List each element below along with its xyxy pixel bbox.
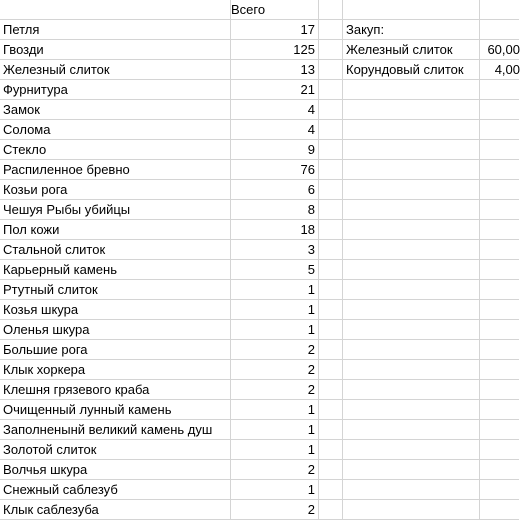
empty-cell[interactable]	[319, 440, 343, 460]
item-name-cell[interactable]: Фурнитура	[0, 80, 231, 100]
item-qty-cell[interactable]: 1	[230, 420, 319, 440]
empty-cell[interactable]	[343, 480, 480, 500]
empty-cell[interactable]	[480, 240, 519, 260]
table-row	[0, 200, 517, 220]
table-row	[0, 140, 517, 160]
empty-cell[interactable]	[343, 400, 480, 420]
empty-cell[interactable]	[480, 420, 519, 440]
cell-d-header[interactable]	[343, 0, 480, 20]
empty-cell[interactable]	[480, 160, 519, 180]
total-column-header: Всего	[231, 2, 266, 17]
empty-cell[interactable]	[480, 100, 519, 120]
empty-cell[interactable]	[319, 60, 343, 80]
empty-cell[interactable]	[343, 260, 480, 280]
item-name-cell[interactable]: Петля	[0, 20, 231, 40]
item-qty-cell[interactable]: 9	[230, 140, 319, 160]
empty-cell[interactable]	[319, 180, 343, 200]
table-row	[0, 160, 517, 180]
table-row	[0, 340, 517, 360]
item-qty-cell[interactable]: 6	[230, 180, 319, 200]
table-row	[0, 320, 517, 340]
table-row	[0, 60, 520, 80]
item-name-cell[interactable]: Стальной слиток	[0, 240, 231, 260]
empty-cell[interactable]	[480, 400, 519, 420]
empty-cell[interactable]	[343, 460, 480, 480]
empty-cell[interactable]	[343, 120, 480, 140]
item-name-cell[interactable]: Очищенный лунный камень	[0, 400, 231, 420]
empty-cell[interactable]	[343, 280, 480, 300]
empty-cell[interactable]	[480, 340, 519, 360]
table-row	[0, 40, 520, 60]
table-row	[0, 80, 517, 100]
table-row	[0, 120, 517, 140]
purchase-item-name-cell[interactable]: Железный слиток	[343, 40, 480, 60]
empty-cell[interactable]	[480, 140, 519, 160]
item-qty-cell[interactable]: 8	[230, 200, 319, 220]
table-row	[0, 380, 517, 400]
cell-c-header[interactable]	[319, 0, 343, 20]
table-row	[0, 420, 517, 440]
empty-cell[interactable]	[343, 200, 480, 220]
empty-cell[interactable]	[319, 280, 343, 300]
empty-cell[interactable]	[319, 380, 343, 400]
table-row	[0, 480, 517, 500]
empty-cell[interactable]	[319, 140, 343, 160]
empty-cell[interactable]	[343, 440, 480, 460]
item-name-cell[interactable]: Снежный саблезуб	[0, 480, 231, 500]
empty-cell[interactable]	[319, 500, 343, 520]
item-name-cell[interactable]: Солома	[0, 120, 231, 140]
table-row	[0, 100, 517, 120]
item-qty-cell[interactable]: 1	[230, 300, 319, 320]
empty-cell[interactable]	[480, 460, 519, 480]
empty-cell[interactable]	[343, 500, 480, 520]
empty-cell[interactable]	[480, 300, 519, 320]
item-qty-cell[interactable]: 1	[230, 480, 319, 500]
empty-cell[interactable]	[319, 300, 343, 320]
empty-cell[interactable]	[343, 80, 480, 100]
item-qty-cell[interactable]: 1	[230, 400, 319, 420]
empty-cell[interactable]	[480, 80, 519, 100]
item-name-cell[interactable]: Замок	[0, 100, 231, 120]
empty-cell[interactable]	[343, 300, 480, 320]
item-name-cell[interactable]: Заполненынй великий камень душ	[0, 420, 231, 440]
item-name-cell[interactable]: Распиленное бревно	[0, 160, 231, 180]
item-name-cell[interactable]: Золотой слиток	[0, 440, 231, 460]
empty-cell[interactable]	[480, 360, 519, 380]
empty-cell[interactable]	[480, 440, 519, 460]
empty-cell[interactable]	[480, 180, 519, 200]
item-name-cell[interactable]: Большие рога	[0, 340, 231, 360]
empty-cell[interactable]	[319, 240, 343, 260]
empty-cell[interactable]	[319, 80, 343, 100]
table-row	[0, 400, 517, 420]
purchase-item-name-cell[interactable]: Корундовый слиток	[343, 60, 480, 80]
item-qty-cell[interactable]: 1	[230, 320, 319, 340]
empty-cell[interactable]	[343, 240, 480, 260]
item-qty-cell[interactable]: 2	[230, 360, 319, 380]
empty-cell[interactable]	[319, 340, 343, 360]
item-qty-cell[interactable]: 1	[230, 280, 319, 300]
table-row	[0, 280, 517, 300]
empty-cell[interactable]	[480, 260, 519, 280]
item-name-cell[interactable]: Козья шкура	[0, 300, 231, 320]
item-qty-cell[interactable]: 2	[230, 380, 319, 400]
empty-cell[interactable]	[319, 460, 343, 480]
empty-cell[interactable]	[343, 380, 480, 400]
empty-cell[interactable]	[319, 200, 343, 220]
empty-cell[interactable]	[343, 320, 480, 340]
cell-b-header[interactable]	[230, 0, 319, 20]
table-row	[0, 300, 517, 320]
empty-cell[interactable]	[343, 420, 480, 440]
empty-cell[interactable]	[319, 360, 343, 380]
purchase-item-value-cell[interactable]	[480, 40, 519, 60]
empty-cell[interactable]	[480, 20, 519, 40]
empty-cell[interactable]	[480, 220, 519, 240]
item-qty-cell[interactable]: 1	[230, 440, 319, 460]
cell-a-header[interactable]	[0, 0, 231, 20]
table-row	[0, 460, 517, 480]
item-name-cell[interactable]: Клешня грязевого краба	[0, 380, 231, 400]
purchase-item-value: 60,00	[487, 42, 520, 57]
table-row	[0, 500, 517, 520]
empty-cell[interactable]	[343, 100, 480, 120]
empty-cell[interactable]	[343, 220, 480, 240]
item-name-cell[interactable]: Клык хоркера	[0, 360, 231, 380]
empty-cell[interactable]	[319, 220, 343, 240]
empty-cell[interactable]	[343, 140, 480, 160]
item-name-cell[interactable]: Гвозди	[0, 40, 231, 60]
empty-cell[interactable]	[343, 340, 480, 360]
header-row	[0, 0, 517, 20]
item-qty-cell[interactable]: 125	[230, 40, 319, 60]
item-qty-cell[interactable]: 2	[230, 500, 319, 520]
item-qty-cell[interactable]: 2	[230, 340, 319, 360]
empty-cell[interactable]	[319, 260, 343, 280]
empty-cell[interactable]	[480, 200, 519, 220]
table-row	[0, 20, 517, 40]
item-name-cell[interactable]: Клык саблезуба	[0, 500, 231, 520]
empty-cell[interactable]	[343, 160, 480, 180]
item-qty-cell[interactable]: 5	[230, 260, 319, 280]
empty-cell[interactable]	[480, 380, 519, 400]
purchase-item-value: 4,00	[494, 62, 520, 77]
table-row	[0, 220, 517, 240]
item-qty-cell[interactable]: 76	[230, 160, 319, 180]
item-qty-cell[interactable]: 2	[230, 460, 319, 480]
empty-cell[interactable]	[480, 280, 519, 300]
item-qty-cell[interactable]: 21	[230, 80, 319, 100]
empty-cell[interactable]	[343, 360, 480, 380]
empty-cell[interactable]	[480, 320, 519, 340]
empty-cell[interactable]	[319, 320, 343, 340]
item-qty-cell[interactable]: 17	[230, 20, 319, 40]
item-qty-cell[interactable]: 3	[230, 240, 319, 260]
table-row	[0, 260, 517, 280]
empty-cell[interactable]	[319, 160, 343, 180]
empty-cell[interactable]	[480, 500, 519, 520]
item-qty-cell[interactable]: 4	[230, 100, 319, 120]
empty-cell[interactable]	[319, 420, 343, 440]
empty-cell[interactable]	[343, 180, 480, 200]
empty-cell[interactable]	[319, 400, 343, 420]
empty-cell[interactable]	[319, 20, 343, 40]
item-name-cell[interactable]: Стекло	[0, 140, 231, 160]
item-qty-cell[interactable]: 4	[230, 120, 319, 140]
item-name-cell[interactable]: Волчья шкура	[0, 460, 231, 480]
item-name-cell[interactable]: Ртутный слиток	[0, 280, 231, 300]
item-name-cell[interactable]: Пол кожи	[0, 220, 231, 240]
purchase-label-cell[interactable]: Закуп:	[343, 20, 480, 40]
empty-cell[interactable]	[480, 120, 519, 140]
empty-cell[interactable]	[319, 100, 343, 120]
item-name-cell[interactable]: Оленья шкура	[0, 320, 231, 340]
item-name-cell[interactable]: Железный слиток	[0, 60, 231, 80]
item-name-cell[interactable]: Карьерный камень	[0, 260, 231, 280]
item-name-cell[interactable]: Чешуя Рыбы убийцы	[0, 200, 231, 220]
empty-cell[interactable]	[319, 480, 343, 500]
table-row	[0, 360, 517, 380]
empty-cell[interactable]	[480, 480, 519, 500]
empty-cell[interactable]	[319, 40, 343, 60]
table-row	[0, 180, 517, 200]
item-qty-cell[interactable]: 13	[230, 60, 319, 80]
item-qty-cell[interactable]: 18	[230, 220, 319, 240]
purchase-item-value-cell[interactable]	[480, 60, 519, 80]
table-row	[0, 440, 517, 460]
item-name-cell[interactable]: Козьи рога	[0, 180, 231, 200]
empty-cell[interactable]	[319, 120, 343, 140]
table-row	[0, 240, 517, 260]
cell-e-header[interactable]	[480, 0, 519, 20]
